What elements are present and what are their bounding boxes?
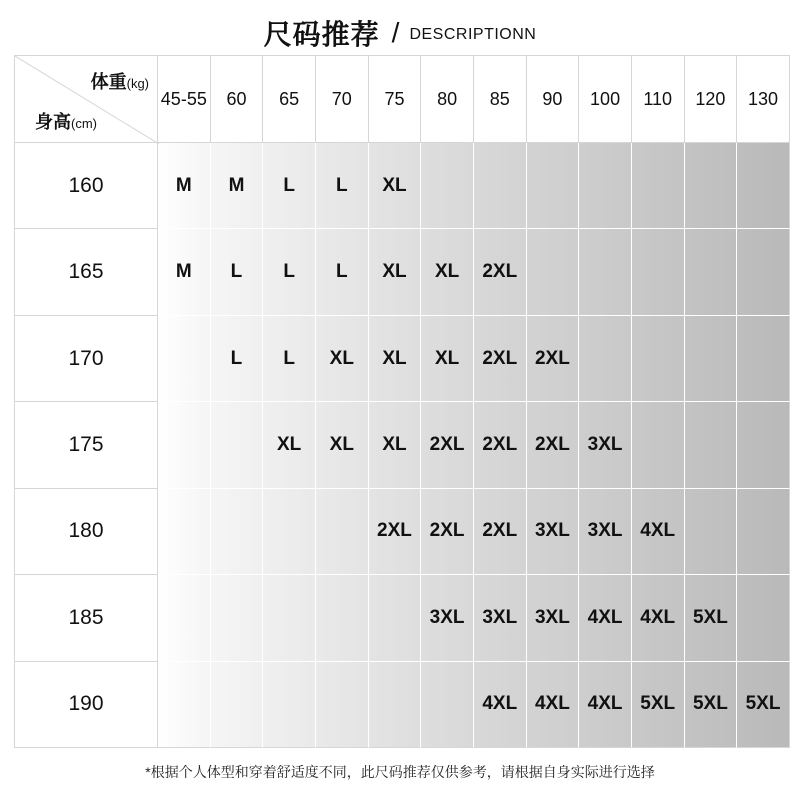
size-chart-table [14,55,790,748]
size-cell [685,316,738,402]
size-cell [737,402,790,488]
size-cell: XL [316,316,369,402]
size-cell [737,575,790,661]
height-row-header: 170 [14,316,158,402]
size-cell [527,143,580,229]
footnote: *根据个人体型和穿着舒适度不同，此尺码推荐仅供参考，请根据自身实际进行选择 [145,764,655,780]
size-cell [579,143,632,229]
size-cell: 2XL [527,402,580,488]
size-cell: 2XL [474,402,527,488]
size-cell: 5XL [632,662,685,748]
weight-column-header: 100 [579,55,632,143]
title-chinese: 尺码推荐 [263,19,380,50]
size-cell [158,662,211,748]
size-cell: L [316,229,369,315]
size-cell [263,662,316,748]
height-row-header: 185 [14,575,158,661]
title-slash: / [391,17,400,48]
size-cell [211,489,264,575]
size-cell [316,662,369,748]
size-cell: 2XL [421,489,474,575]
size-cell: 4XL [632,489,685,575]
height-row-header: 175 [14,402,158,488]
size-cell: 4XL [527,662,580,748]
weight-column-header: 110 [632,55,685,143]
weight-column-header: 130 [737,55,790,143]
size-cell [369,575,422,661]
size-cell: XL [421,229,474,315]
weight-column-header: 65 [263,55,316,143]
size-cell [632,316,685,402]
size-cell: M [158,229,211,315]
size-cell [579,229,632,315]
size-cell [685,402,738,488]
size-cell [263,489,316,575]
size-cell [737,229,790,315]
size-cell: XL [316,402,369,488]
size-cell: L [316,143,369,229]
size-cell: 2XL [474,489,527,575]
size-cell: 3XL [527,489,580,575]
size-cell: XL [369,402,422,488]
size-cell: 3XL [579,402,632,488]
size-cell [211,402,264,488]
size-cell: XL [369,316,422,402]
weight-column-header: 60 [211,55,264,143]
size-cell: 3XL [474,575,527,661]
size-cell: 4XL [632,575,685,661]
size-cell [421,662,474,748]
size-cell: 4XL [579,575,632,661]
height-row-header: 190 [14,662,158,748]
weight-column-header: 120 [685,55,738,143]
size-cell [263,575,316,661]
table-corner-header [14,55,158,143]
size-cell [685,229,738,315]
size-cell: 3XL [579,489,632,575]
size-cell [474,143,527,229]
size-cell [211,662,264,748]
size-cell [158,489,211,575]
size-cell: 5XL [685,575,738,661]
size-cell: 4XL [579,662,632,748]
size-cell: 5XL [685,662,738,748]
size-cell: L [263,316,316,402]
size-cell: M [211,143,264,229]
size-cell: XL [369,229,422,315]
size-cell: 3XL [421,575,474,661]
size-cell: XL [263,402,316,488]
size-cell: 2XL [474,316,527,402]
page-title [0,10,800,56]
size-cell [527,229,580,315]
size-cell: L [263,143,316,229]
size-cell: 5XL [737,662,790,748]
weight-column-header: 70 [316,55,369,143]
size-cell: L [263,229,316,315]
weight-column-header: 85 [474,55,527,143]
size-cell [579,316,632,402]
size-cell: 2XL [474,229,527,315]
weight-column-header: 90 [527,55,580,143]
height-row-header: 160 [14,143,158,229]
height-row-header: 165 [14,229,158,315]
size-cell [737,143,790,229]
size-cell: 3XL [527,575,580,661]
size-cell: M [158,143,211,229]
height-row-header: 180 [14,489,158,575]
weight-column-header: 75 [369,55,422,143]
weight-axis-label: 体重(kg) [90,72,149,92]
size-cell [158,575,211,661]
size-cell: 2XL [421,402,474,488]
size-cell [737,316,790,402]
size-cell: 2XL [369,489,422,575]
size-cell [737,489,790,575]
size-cell [316,489,369,575]
height-axis-label: 身高(cm) [35,112,97,132]
size-cell: L [211,316,264,402]
title-english: DESCRIPTIONN [409,26,537,43]
size-cell: L [211,229,264,315]
size-cell [316,575,369,661]
weight-column-header: 80 [421,55,474,143]
size-cell [632,402,685,488]
size-cell [421,143,474,229]
size-cell [632,229,685,315]
size-cell: 4XL [474,662,527,748]
size-cell [369,662,422,748]
size-cell [211,575,264,661]
size-cell [685,143,738,229]
size-cell: XL [421,316,474,402]
size-cell [685,489,738,575]
weight-column-header: 45-55 [158,55,211,143]
size-cell: XL [369,143,422,229]
size-cell [632,143,685,229]
size-cell: 2XL [527,316,580,402]
size-cell [158,402,211,488]
size-cell [158,316,211,402]
